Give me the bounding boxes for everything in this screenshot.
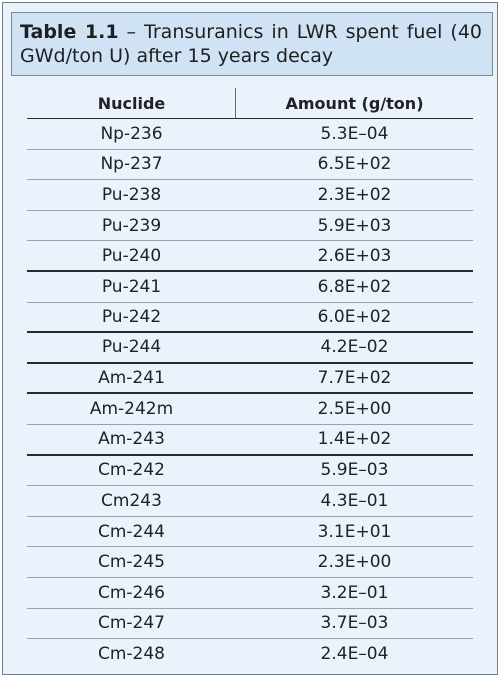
nuclide-cell: Cm-246	[97, 582, 165, 603]
nuclide-cell: Am-241	[98, 368, 165, 389]
header-nuclide: Nuclide	[97, 93, 166, 113]
table-row	[27, 364, 473, 395]
nuclide-cell: Cm-242	[97, 460, 165, 481]
table-row	[27, 272, 473, 303]
nuclide-cell: Pu-242	[101, 306, 162, 327]
nuclide-cell: Cm-247	[97, 613, 165, 634]
nuclide-cell: Am-242m	[89, 399, 174, 420]
amount-cell: 7.7E+02	[317, 368, 392, 389]
table-row	[27, 517, 473, 548]
amount-cell: 3.1E+01	[317, 521, 392, 542]
table-row	[27, 547, 473, 578]
amount-cell: 3.2E–01	[320, 582, 389, 603]
amount-cell: 5.9E–03	[320, 460, 389, 481]
amount-cell: 5.9E+03	[317, 215, 392, 236]
caption-text: – Transuranics in LWR spent fuel (40 GWd/ton U) after 15 years decay	[20, 21, 482, 67]
amount-cell: 1.4E+02	[317, 429, 392, 450]
nuclide-cell: Np-236	[100, 123, 163, 144]
table-row	[27, 578, 473, 609]
table-row	[27, 180, 473, 211]
table-row	[27, 333, 473, 364]
header-amount: Amount (g/ton)	[285, 93, 424, 113]
nuclide-cell: Pu-241	[101, 276, 162, 297]
table-row	[27, 639, 473, 670]
amount-cell: 2.6E+03	[317, 245, 392, 266]
table-label: Table 1.1	[20, 21, 119, 43]
table-row	[27, 119, 473, 150]
amount-cell: 5.3E–04	[320, 123, 389, 144]
nuclide-cell: Cm-244	[97, 521, 165, 542]
table-row	[27, 303, 473, 334]
nuclide-cell: Cm243	[101, 490, 162, 511]
table-header-row	[27, 88, 473, 119]
table-row	[27, 150, 473, 181]
table-row	[27, 211, 473, 242]
nuclide-cell: Pu-238	[101, 184, 162, 205]
amount-cell: 2.5E+00	[317, 399, 392, 420]
nuclide-cell: Pu-239	[101, 215, 162, 236]
nuclide-cell: Pu-240	[101, 245, 162, 266]
amount-cell: 2.3E+02	[317, 184, 392, 205]
table-row	[27, 486, 473, 517]
table-row	[27, 425, 473, 456]
table-caption	[20, 20, 482, 68]
table-row	[27, 456, 473, 487]
nuclide-cell: Np-237	[100, 154, 163, 175]
amount-cell: 6.8E+02	[317, 276, 392, 297]
nuclide-cell: Cm-245	[97, 552, 165, 573]
amount-cell: 6.0E+02	[317, 306, 392, 327]
amount-cell: 4.2E–02	[320, 337, 389, 358]
caption-box	[11, 12, 493, 76]
amount-cell: 2.4E–04	[320, 644, 389, 665]
amount-cell: 3.7E–03	[320, 613, 389, 634]
nuclide-cell: Pu-244	[101, 337, 162, 358]
nuclide-cell: Cm-248	[97, 644, 165, 665]
data-table	[27, 88, 473, 670]
nuclide-cell: Am-243	[98, 429, 165, 450]
table-row	[27, 241, 473, 272]
amount-cell: 4.3E–01	[320, 490, 389, 511]
table-row	[27, 609, 473, 640]
amount-cell: 2.3E+00	[317, 552, 392, 573]
amount-cell: 6.5E+02	[317, 154, 392, 175]
table-row	[27, 394, 473, 425]
